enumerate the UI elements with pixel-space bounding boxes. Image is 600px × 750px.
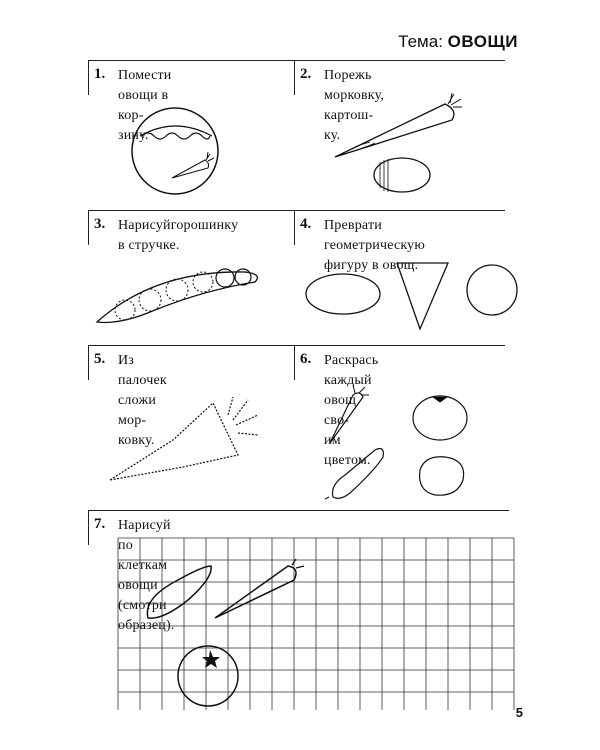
stick-carrot-drawing	[108, 395, 268, 490]
task-1-text: Помести овощи в кор- зину.	[118, 68, 172, 143]
task-3-text: Нарисуйгорошинку в стручке.	[118, 218, 239, 253]
topic-title: ОВОЩИ	[447, 32, 518, 51]
shapes-drawing	[300, 255, 525, 335]
carrot-icon	[330, 385, 369, 443]
page-number: 5	[515, 705, 523, 720]
sample-cucumber-icon	[147, 566, 211, 618]
task-2-number: 2.	[300, 66, 312, 82]
sample-tomato-icon	[178, 646, 238, 706]
task-2-text: Порежь морковку, картош- ку.	[324, 68, 385, 143]
cucumber-icon	[325, 449, 383, 499]
task-3-number: 3.	[94, 216, 106, 232]
drawing-grid	[118, 538, 514, 710]
task-1-number: 1.	[94, 66, 106, 82]
task-6-text: Раскрась каждый овощ сво- им цветом.	[324, 353, 379, 468]
task-6-number: 6.	[300, 351, 312, 367]
circle-shape	[467, 265, 517, 315]
task-7-number: 7.	[94, 516, 106, 532]
vegetables-coloring-drawing	[325, 385, 485, 505]
basket-drawing	[130, 108, 230, 198]
carrot-icon	[335, 93, 462, 157]
grid-drawing-area[interactable]	[118, 538, 514, 710]
task-7-text: Нарисуй по клеткам овощи (смотри образец).	[118, 518, 175, 633]
task-5-text: Из палочек сложи мор- ковку.	[118, 353, 167, 448]
tomato-icon	[413, 395, 467, 440]
task-4-number: 4.	[300, 216, 312, 232]
task-4-text: Преврати геометрическую фигуру в овощ.	[324, 218, 426, 273]
task-5-number: 5.	[94, 351, 106, 367]
carrot-in-basket-icon	[172, 152, 214, 178]
oval-shape	[306, 274, 380, 314]
triangle-shape	[397, 263, 448, 329]
topic-label: Тема:	[398, 32, 443, 51]
pea-pod-drawing	[95, 260, 265, 330]
carrot-potato-drawing	[330, 92, 470, 197]
potato-icon	[374, 158, 430, 192]
topic-header	[398, 32, 518, 52]
potato-icon	[420, 457, 464, 495]
